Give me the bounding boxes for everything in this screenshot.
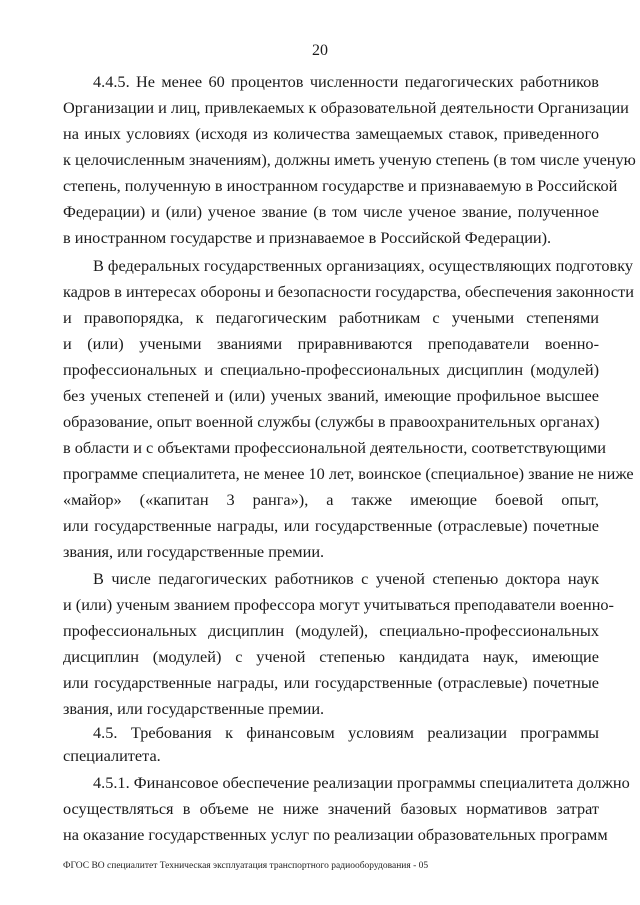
text-line: в иностранном государстве и признаваемое в Российской Федерации). bbox=[63, 228, 552, 247]
text-line: образование, опыт военной службы (службы в правоохранительных органах) bbox=[63, 412, 600, 431]
text-line: Организации и лиц, привлекаемых к образовательной деятельности Организации bbox=[63, 98, 629, 117]
text-line: или государственные награды, или государственные (отраслевые) почетные bbox=[63, 673, 599, 692]
text-line: звания, или государственные премии. bbox=[63, 699, 325, 718]
section-heading: 4.5. Требования к финансовым условиям реализации программы bbox=[93, 723, 599, 742]
text-line: Федерации) и (или) ученое звание (в том числе ученое звание, полученное bbox=[63, 202, 599, 221]
text-line: степень, полученную в иностранном государстве и признаваемую в Российской bbox=[63, 176, 618, 195]
text-line: профессиональных дисциплин (модулей), специально-профессиональных bbox=[63, 621, 599, 640]
text-line: В федеральных государственных организациях, осуществляющих подготовку bbox=[93, 256, 634, 275]
text-line: кадров в интересах обороны и безопасности государства, обеспечения законности bbox=[63, 282, 634, 301]
text-line: в области и с объектами профессиональной деятельности, соответствующими bbox=[63, 438, 606, 457]
text-line: и (или) ученым званием профессора могут учитываться преподаватели военно- bbox=[63, 595, 614, 614]
text-line: без ученых степеней и (или) ученых званий, имеющие профильное высшее bbox=[63, 386, 599, 405]
text-line: профессиональных и специально-профессиональных дисциплин (модулей) bbox=[63, 360, 599, 379]
page-number: 20 bbox=[312, 42, 328, 59]
text-line: В числе педагогических работников с ученой степенью доктора наук bbox=[93, 569, 599, 588]
page-footer: ФГОС ВО специалитет Техническая эксплуатация транспортного радиооборудования - 05 bbox=[63, 861, 429, 871]
text-line: к целочисленным значениям), должны иметь ученую степень (в том числе ученую bbox=[63, 150, 636, 169]
text-line: осуществляться в объеме не ниже значений базовых нормативов затрат bbox=[63, 799, 599, 818]
text-line: и (или) учеными званиями приравниваются преподаватели военно- bbox=[63, 334, 599, 353]
text-line: на иных условиях (исходя из количества замещаемых ставок, приведенного bbox=[63, 124, 599, 143]
section-heading: специалитета. bbox=[63, 746, 161, 765]
text-line: дисциплин (модулей) с ученой степенью кандидата наук, имеющие bbox=[63, 647, 599, 666]
text-line: 4.5.1. Финансовое обеспечение реализации программы специалитета должно bbox=[93, 773, 630, 792]
text-line: «майор» («капитан 3 ранга»), а также имеющие боевой опыт, bbox=[63, 490, 599, 509]
text-line: программе специалитета, не менее 10 лет, воинское (специальное) звание не ниже bbox=[63, 464, 634, 483]
text-line: на оказание государственных услуг по реализации образовательных программ bbox=[63, 825, 608, 844]
text-line: звания, или государственные премии. bbox=[63, 542, 325, 561]
text-line: 4.4.5. Не менее 60 процентов численности педагогических работников bbox=[93, 72, 599, 91]
text-line: или государственные награды, или государственные (отраслевые) почетные bbox=[63, 516, 599, 535]
text-line: и правопорядка, к педагогическим работникам с учеными степенями bbox=[63, 308, 599, 327]
